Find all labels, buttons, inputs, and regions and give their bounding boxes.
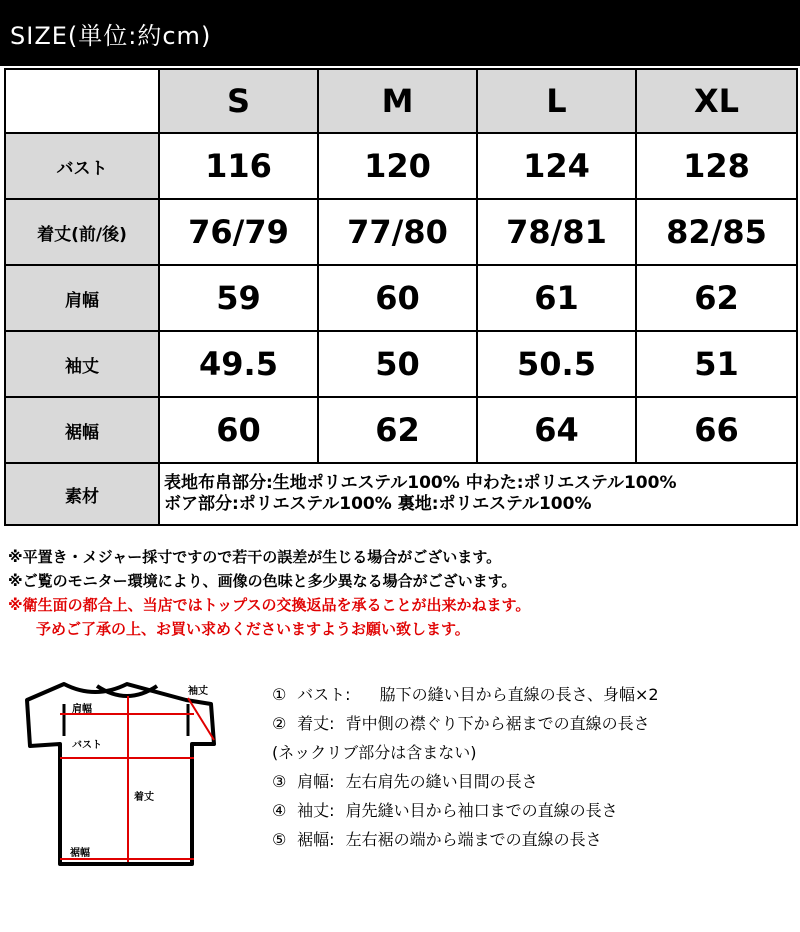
table-cell: 116 (159, 133, 318, 199)
table-row (5, 133, 797, 199)
table-row (5, 331, 797, 397)
table-row (5, 265, 797, 331)
list-item (272, 709, 659, 738)
table-cell: 128 (636, 133, 797, 199)
size-header-xl: XL (636, 69, 797, 133)
item-label: 肩幅: (297, 772, 335, 791)
item-number: ③ (272, 772, 287, 791)
table-cell: 78/81 (477, 199, 636, 265)
page-title: SIZE(単位:約cm) (10, 22, 212, 50)
table-cell: 82/85 (636, 199, 797, 265)
item-number: ② (272, 714, 287, 733)
item-text: (ネックリブ部分は含まない) (272, 743, 477, 762)
header-bar (0, 0, 800, 66)
note-line-2: ※ご覧のモニター環境により、画像の色味と多少異なる場合がございます。 (8, 572, 517, 590)
row-label-sleeve: 袖丈 (5, 331, 159, 397)
diagram-label-length: 着丈 (134, 792, 154, 803)
item-label: 裾幅: (297, 830, 335, 849)
table-cell: 49.5 (159, 331, 318, 397)
notes (8, 545, 530, 641)
diagram-label-shoulder: 肩幅 (72, 704, 92, 715)
item-label: 袖丈: (297, 801, 335, 820)
table-cell: 66 (636, 397, 797, 463)
item-text: 左右肩先の縫い目間の長さ (345, 772, 538, 791)
table-row-material (5, 463, 797, 525)
item-text: 背中側の襟ぐり下から裾までの直線の長さ (345, 714, 650, 733)
tshirt-outline-icon (22, 676, 252, 870)
table-cell: 51 (636, 331, 797, 397)
garment-diagram (22, 676, 252, 870)
table-cell: 60 (159, 397, 318, 463)
table-cell: 61 (477, 265, 636, 331)
size-header-s: S (159, 69, 318, 133)
size-header-l: L (477, 69, 636, 133)
list-item (272, 825, 659, 854)
item-number: ④ (272, 801, 287, 820)
row-label-length: 着丈(前/後) (5, 199, 159, 265)
material-line-1: 表地布帛部分:生地ポリエステル100% 中わた:ポリエステル100% (164, 473, 677, 493)
item-label: バスト: (297, 685, 351, 704)
item-label: 着丈: (297, 714, 335, 733)
list-item (272, 796, 659, 825)
table-cell: 120 (318, 133, 477, 199)
item-text: 肩先縫い目から袖口までの直線の長さ (345, 801, 618, 820)
table-corner (5, 69, 159, 133)
list-item (272, 738, 659, 767)
measurement-descriptions (272, 680, 659, 854)
diagram-label-hem: 裾幅 (70, 848, 90, 859)
list-item (272, 680, 659, 709)
row-label-hem: 裾幅 (5, 397, 159, 463)
table-cell: 50 (318, 331, 477, 397)
row-label-shoulder: 肩幅 (5, 265, 159, 331)
material-line-2: ボア部分:ポリエステル100% 裏地:ポリエステル100% (164, 494, 592, 514)
item-text: 左右裾の端から端までの直線の長さ (345, 830, 602, 849)
material-cell (159, 463, 797, 525)
table-row (5, 199, 797, 265)
table-row (5, 397, 797, 463)
table-cell: 50.5 (477, 331, 636, 397)
table-cell: 60 (318, 265, 477, 331)
row-label-material: 素材 (5, 463, 159, 525)
table-cell: 64 (477, 397, 636, 463)
table-cell: 59 (159, 265, 318, 331)
table-cell: 62 (636, 265, 797, 331)
item-number: ⑤ (272, 830, 287, 849)
diagram-label-bust: バスト (72, 740, 102, 751)
item-number: ① (272, 685, 287, 704)
note-line-3-warning: ※衛生面の都合上、当店ではトップスの交換返品を承ることが出来かねます。 (8, 596, 531, 614)
item-text: 脇下の縫い目から直線の長さ、身幅×2 (379, 685, 659, 704)
size-header-m: M (318, 69, 477, 133)
table-cell: 124 (477, 133, 636, 199)
table-cell: 77/80 (318, 199, 477, 265)
diagram-label-sleeve: 袖丈 (188, 686, 208, 697)
size-table (4, 68, 798, 526)
table-cell: 62 (318, 397, 477, 463)
note-line-1: ※平置き・メジャー採寸ですので若干の誤差が生じる場合がございます。 (8, 548, 502, 566)
row-label-bust: バスト (5, 133, 159, 199)
list-item (272, 767, 659, 796)
table-cell: 76/79 (159, 199, 318, 265)
note-line-4-warning: 予めご了承の上、お買い求めくださいますようお願い致します。 (36, 620, 470, 638)
